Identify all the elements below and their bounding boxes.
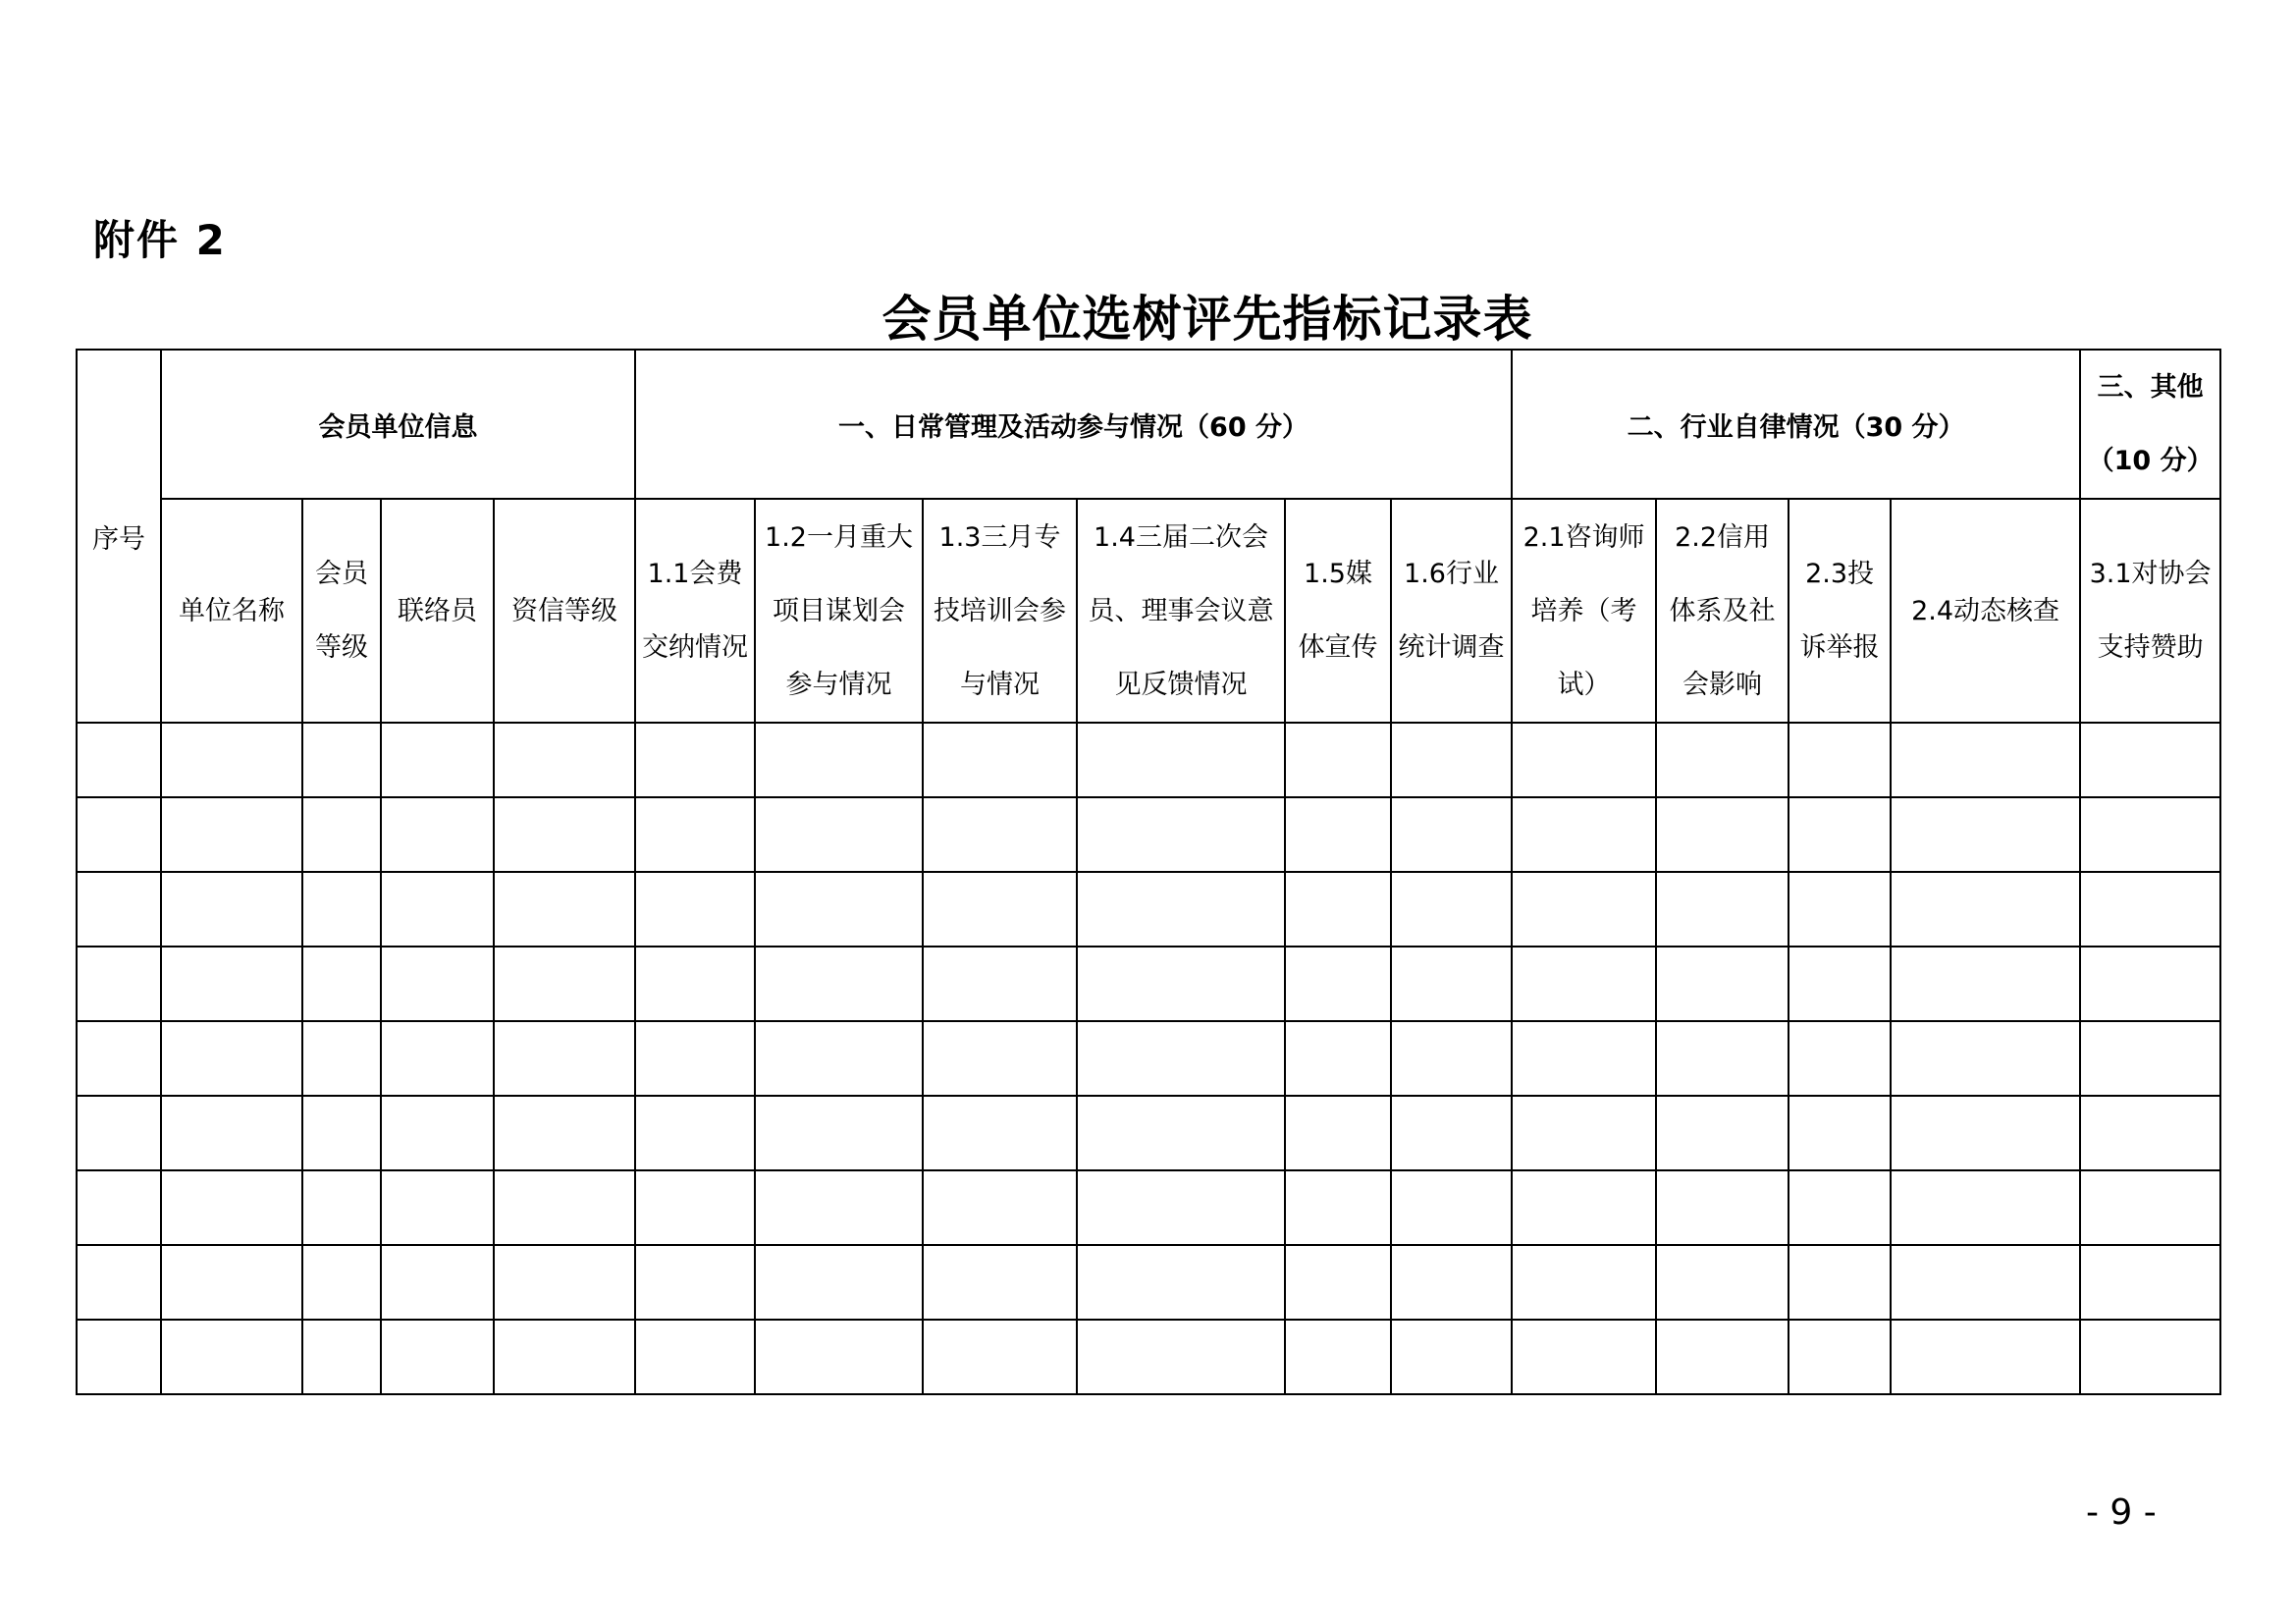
table-cell[interactable] [1391, 1320, 1512, 1394]
header-row-groups [77, 350, 2220, 499]
table-cell[interactable] [923, 723, 1077, 797]
table-cell[interactable] [1077, 1170, 1285, 1245]
table-cell[interactable] [302, 872, 381, 947]
table-cell[interactable] [381, 1170, 494, 1245]
table-cell[interactable] [381, 1320, 494, 1394]
table-cell[interactable] [1391, 1245, 1512, 1320]
col-1-6: 1.6行业统计调查 [1391, 499, 1512, 723]
record-table [76, 349, 2221, 1395]
table-cell[interactable] [1656, 1245, 1789, 1320]
table-cell[interactable] [1512, 1320, 1656, 1394]
table-cell[interactable] [494, 872, 635, 947]
table-cell[interactable] [1512, 1245, 1656, 1320]
col-1-4: 1.4三届二次会员、理事会议意见反馈情况 [1077, 499, 1285, 723]
table-cell[interactable] [635, 1021, 755, 1096]
table-cell[interactable] [494, 723, 635, 797]
table-cell[interactable] [1891, 1170, 2080, 1245]
table-cell[interactable] [77, 1170, 161, 1245]
table-cell[interactable] [381, 723, 494, 797]
table-cell[interactable] [755, 723, 923, 797]
table-row [77, 723, 2220, 797]
table-cell[interactable] [1077, 797, 1285, 872]
table-row [77, 872, 2220, 947]
table-cell[interactable] [1656, 1320, 1789, 1394]
col-liaison: 联络员 [381, 499, 494, 723]
table-cell[interactable] [1077, 1096, 1285, 1170]
table-cell[interactable] [1285, 1320, 1391, 1394]
table-cell[interactable] [755, 1320, 923, 1394]
table-cell[interactable] [1077, 947, 1285, 1021]
table-row [77, 947, 2220, 1021]
table-cell[interactable] [1285, 1245, 1391, 1320]
group-member-info: 会员单位信息 [161, 350, 635, 499]
table-cell[interactable] [1285, 1096, 1391, 1170]
table-cell[interactable] [2080, 723, 2220, 797]
table-cell[interactable] [161, 797, 302, 872]
table-row [77, 1245, 2220, 1320]
table-cell[interactable] [494, 947, 635, 1021]
table-cell[interactable] [302, 1245, 381, 1320]
table-cell[interactable] [755, 1245, 923, 1320]
table-cell[interactable] [635, 947, 755, 1021]
table-cell[interactable] [1285, 797, 1391, 872]
table-cell[interactable] [755, 947, 923, 1021]
table-cell[interactable] [302, 723, 381, 797]
table-cell[interactable] [755, 797, 923, 872]
table-cell[interactable] [1656, 797, 1789, 872]
table-cell[interactable] [161, 1021, 302, 1096]
table-cell[interactable] [1656, 1170, 1789, 1245]
table-cell[interactable] [161, 1320, 302, 1394]
table-cell[interactable] [1512, 1170, 1656, 1245]
table-cell[interactable] [1391, 872, 1512, 947]
table-cell[interactable] [494, 1096, 635, 1170]
table-cell[interactable] [161, 723, 302, 797]
table-cell[interactable] [1285, 1021, 1391, 1096]
table-cell[interactable] [1285, 872, 1391, 947]
table-cell[interactable] [1656, 1096, 1789, 1170]
table-cell[interactable] [77, 1021, 161, 1096]
table-cell[interactable] [381, 797, 494, 872]
table-cell[interactable] [1077, 1320, 1285, 1394]
table-cell[interactable] [1891, 1320, 2080, 1394]
table-cell[interactable] [77, 872, 161, 947]
table-cell[interactable] [2080, 1245, 2220, 1320]
col-1-2: 1.2一月重大项目谋划会参与情况 [755, 499, 923, 723]
table-cell[interactable] [1512, 947, 1656, 1021]
table-cell[interactable] [635, 723, 755, 797]
table-cell[interactable] [1285, 723, 1391, 797]
table-cell[interactable] [77, 1245, 161, 1320]
table-cell[interactable] [923, 1021, 1077, 1096]
table-cell[interactable] [1656, 947, 1789, 1021]
col-1-1: 1.1会费交纳情况 [635, 499, 755, 723]
table-cell[interactable] [635, 797, 755, 872]
table-cell[interactable] [494, 797, 635, 872]
table-cell[interactable] [77, 797, 161, 872]
table-cell[interactable] [1656, 872, 1789, 947]
table-cell[interactable] [1512, 1021, 1656, 1096]
table-cell[interactable] [1512, 1096, 1656, 1170]
table-cell[interactable] [494, 1170, 635, 1245]
table-cell[interactable] [381, 1021, 494, 1096]
table-cell[interactable] [755, 1096, 923, 1170]
seq-header: 序号 [77, 350, 161, 723]
col-2-4: 2.4动态核查 [1891, 499, 2080, 723]
header-row-columns [77, 499, 2220, 723]
table-cell[interactable] [1391, 1096, 1512, 1170]
table-cell[interactable] [302, 797, 381, 872]
table-cell[interactable] [1285, 947, 1391, 1021]
table-cell[interactable] [755, 872, 923, 947]
table-cell[interactable] [635, 1096, 755, 1170]
table-cell[interactable] [302, 1170, 381, 1245]
table-cell[interactable] [494, 1021, 635, 1096]
table-cell[interactable] [923, 1096, 1077, 1170]
table-cell[interactable] [381, 1245, 494, 1320]
col-2-1: 2.1咨询师培养（考试） [1512, 499, 1656, 723]
table-cell[interactable] [923, 1245, 1077, 1320]
table-cell[interactable] [635, 872, 755, 947]
table-cell[interactable] [755, 1021, 923, 1096]
col-1-3: 1.3三月专技培训会参与情况 [923, 499, 1077, 723]
document-title: 会员单位选树评先指标记录表 [881, 291, 1533, 348]
table-cell[interactable] [635, 1245, 755, 1320]
table-cell[interactable] [923, 872, 1077, 947]
table-cell[interactable] [302, 1021, 381, 1096]
table-cell[interactable] [1391, 947, 1512, 1021]
table-cell[interactable] [1391, 797, 1512, 872]
table-cell[interactable] [77, 723, 161, 797]
table-cell[interactable] [1789, 872, 1891, 947]
table-cell[interactable] [1391, 723, 1512, 797]
table-cell[interactable] [923, 1170, 1077, 1245]
table-cell[interactable] [1789, 1245, 1891, 1320]
table-cell[interactable] [1789, 1096, 1891, 1170]
table-cell[interactable] [923, 797, 1077, 872]
table-cell[interactable] [1077, 1021, 1285, 1096]
table-row [77, 1320, 2220, 1394]
table-row [77, 1170, 2220, 1245]
col-2-3: 2.3投诉举报 [1789, 499, 1891, 723]
table-cell[interactable] [2080, 797, 2220, 872]
table-cell[interactable] [302, 947, 381, 1021]
table-cell[interactable] [161, 872, 302, 947]
table-cell[interactable] [161, 947, 302, 1021]
table-cell[interactable] [1391, 1170, 1512, 1245]
table-cell[interactable] [2080, 1320, 2220, 1394]
table-cell[interactable] [2080, 1170, 2220, 1245]
table-cell[interactable] [1656, 723, 1789, 797]
table-cell[interactable] [1077, 723, 1285, 797]
table-cell[interactable] [923, 947, 1077, 1021]
table-cell[interactable] [1077, 872, 1285, 947]
col-credit-level: 资信等级 [494, 499, 635, 723]
table-cell[interactable] [1789, 1021, 1891, 1096]
table-cell[interactable] [2080, 872, 2220, 947]
table-cell[interactable] [77, 1320, 161, 1394]
table-cell[interactable] [2080, 1021, 2220, 1096]
table-cell[interactable] [302, 1096, 381, 1170]
table-cell[interactable] [77, 1096, 161, 1170]
table-cell[interactable] [1891, 1096, 2080, 1170]
table-cell[interactable] [635, 1170, 755, 1245]
group-self-discipline: 二、行业自律情况（30 分） [1512, 350, 2080, 499]
table-cell[interactable] [494, 1245, 635, 1320]
table-cell[interactable] [2080, 1096, 2220, 1170]
table-row [77, 797, 2220, 872]
table-cell[interactable] [161, 1170, 302, 1245]
table-row [77, 1021, 2220, 1096]
table-cell[interactable] [1891, 1021, 2080, 1096]
table-cell[interactable] [381, 1096, 494, 1170]
table-cell[interactable] [1891, 1245, 2080, 1320]
table-cell[interactable] [494, 1320, 635, 1394]
table-cell[interactable] [635, 1320, 755, 1394]
table-cell[interactable] [923, 1320, 1077, 1394]
col-1-5: 1.5媒体宣传 [1285, 499, 1391, 723]
col-3-1: 3.1对协会支持赞助 [2080, 499, 2220, 723]
table-cell[interactable] [1285, 1170, 1391, 1245]
table-cell[interactable] [1891, 723, 2080, 797]
group-daily-management: 一、日常管理及活动参与情况（60 分） [635, 350, 1512, 499]
table-cell[interactable] [755, 1170, 923, 1245]
annex-label: 附件 2 [93, 216, 227, 264]
table-cell[interactable] [1512, 797, 1656, 872]
table-cell[interactable] [1891, 797, 2080, 872]
table-cell[interactable] [77, 947, 161, 1021]
table-cell[interactable] [1789, 723, 1891, 797]
table-cell[interactable] [161, 1096, 302, 1170]
table-cell[interactable] [1891, 947, 2080, 1021]
table-cell[interactable] [1789, 1170, 1891, 1245]
col-2-2: 2.2信用体系及社会影响 [1656, 499, 1789, 723]
table-cell[interactable] [1391, 1021, 1512, 1096]
table-cell[interactable] [381, 872, 494, 947]
table-cell[interactable] [1789, 797, 1891, 872]
table-cell[interactable] [1512, 723, 1656, 797]
col-member-level: 会员等级 [302, 499, 381, 723]
table-cell[interactable] [2080, 947, 2220, 1021]
table-cell[interactable] [1077, 1245, 1285, 1320]
group-other: 三、其他（10 分） [2080, 350, 2220, 499]
table-cell[interactable] [1656, 1021, 1789, 1096]
table-cell[interactable] [381, 947, 494, 1021]
table-cell[interactable] [161, 1245, 302, 1320]
table-cell[interactable] [1891, 872, 2080, 947]
page-number: - 9 - [2086, 1492, 2157, 1533]
table-cell[interactable] [1512, 872, 1656, 947]
table-row [77, 1096, 2220, 1170]
table-body [77, 723, 2220, 1394]
table-cell[interactable] [1789, 1320, 1891, 1394]
table-cell[interactable] [302, 1320, 381, 1394]
table-cell[interactable] [1789, 947, 1891, 1021]
col-unit-name: 单位名称 [161, 499, 302, 723]
